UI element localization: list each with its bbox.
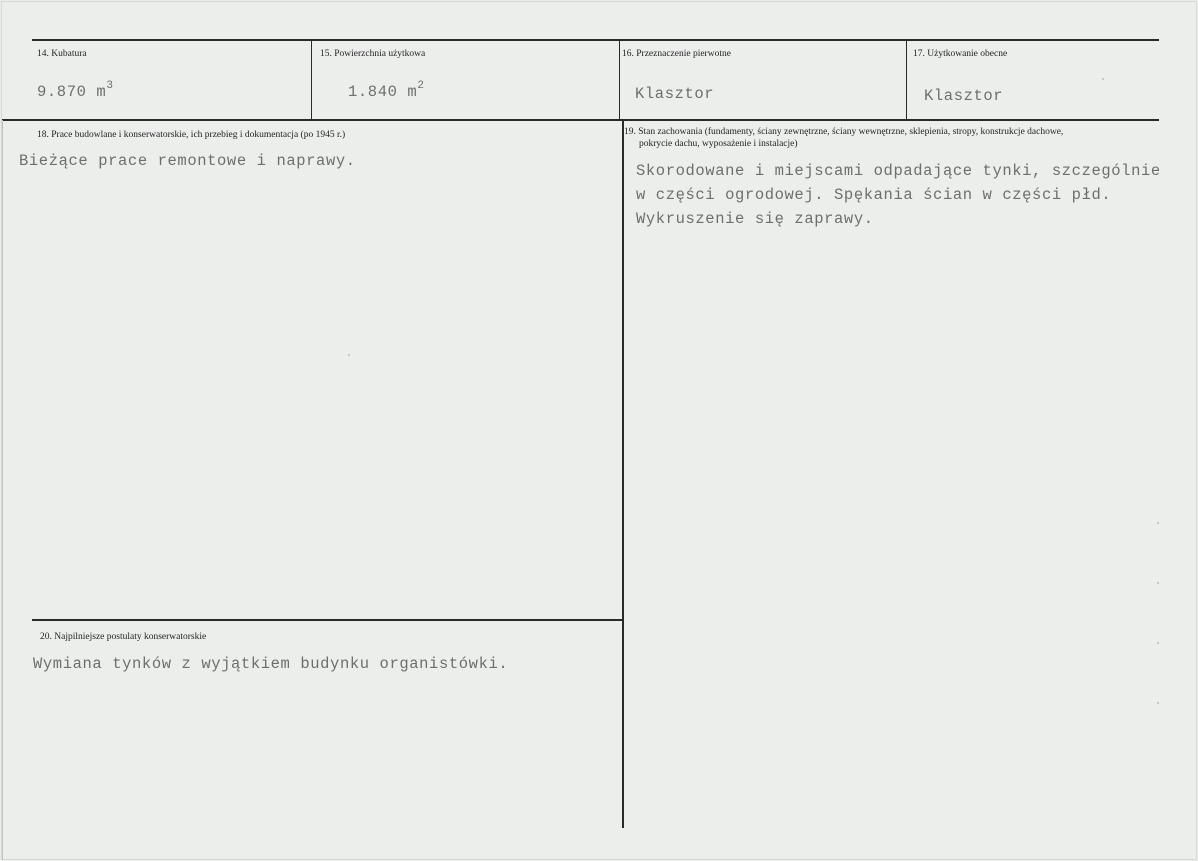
field-19-line-2: w części ogrodowej. Spękania ścian w części płd. [636, 186, 1112, 204]
field-16-value: Klasztor [635, 85, 715, 103]
field-15-label: 15. Powierzchnia użytkowa [320, 49, 426, 59]
field-14-value [37, 82, 114, 101]
field-20-label: 20. Najpilniejsze postulaty konserwatorskie [40, 632, 207, 642]
left-edge-rule [2, 120, 3, 860]
field-16-label: 16. Przeznaczenie pierwotne [622, 49, 731, 59]
paper-speck [348, 354, 350, 356]
field-14-number: 9.870 m [37, 83, 107, 102]
field-20-value: Wymiana tynków z wyjątkiem budynku organistówki. [33, 655, 509, 673]
col-divider-3 [906, 39, 907, 120]
paper-speck [1102, 78, 1104, 80]
field-14-label: 14. Kubatura [37, 49, 87, 59]
section-20-divider [32, 619, 623, 621]
field-17-value: Klasztor [924, 87, 1004, 105]
field-19-line-3: Wykruszenie się zaprawy. [636, 210, 874, 228]
field-17-label: 17. Użytkowanie obecne [913, 49, 1008, 59]
field-14-exponent: 3 [106, 80, 114, 92]
field-18-label: 18. Prace budowlane i konserwatorskie, ich przebieg i dokumentacja (po 1945 r.) [37, 130, 346, 140]
field-15-value [348, 82, 425, 101]
top-rule [32, 39, 1159, 41]
header-divider [2, 119, 1159, 121]
field-19-line-1: Skorodowane i miejscami odpadające tynki, szczególnie [636, 162, 1161, 180]
field-15-exponent: 2 [417, 80, 425, 92]
paper-speck [1157, 702, 1159, 704]
field-19-label-cont: pokrycie dachu, wyposażenie i instalacje) [639, 139, 798, 149]
main-vertical-divider [622, 120, 624, 828]
record-card [1, 1, 1197, 860]
col-divider-1 [311, 39, 312, 120]
paper-speck [1157, 582, 1159, 584]
paper-speck [1157, 642, 1159, 644]
field-19-label: 19. Stan zachowania (fundamenty, ściany zewnętrzne, ściany wewnętrzne, sklepienia, stropy, konstrukcje dachowe, [624, 127, 1064, 137]
paper-speck [1157, 522, 1159, 524]
field-15-number: 1.840 m [348, 83, 418, 102]
col-divider-2 [619, 39, 620, 120]
field-18-value: Bieżące prace remontowe i naprawy. [19, 152, 356, 170]
